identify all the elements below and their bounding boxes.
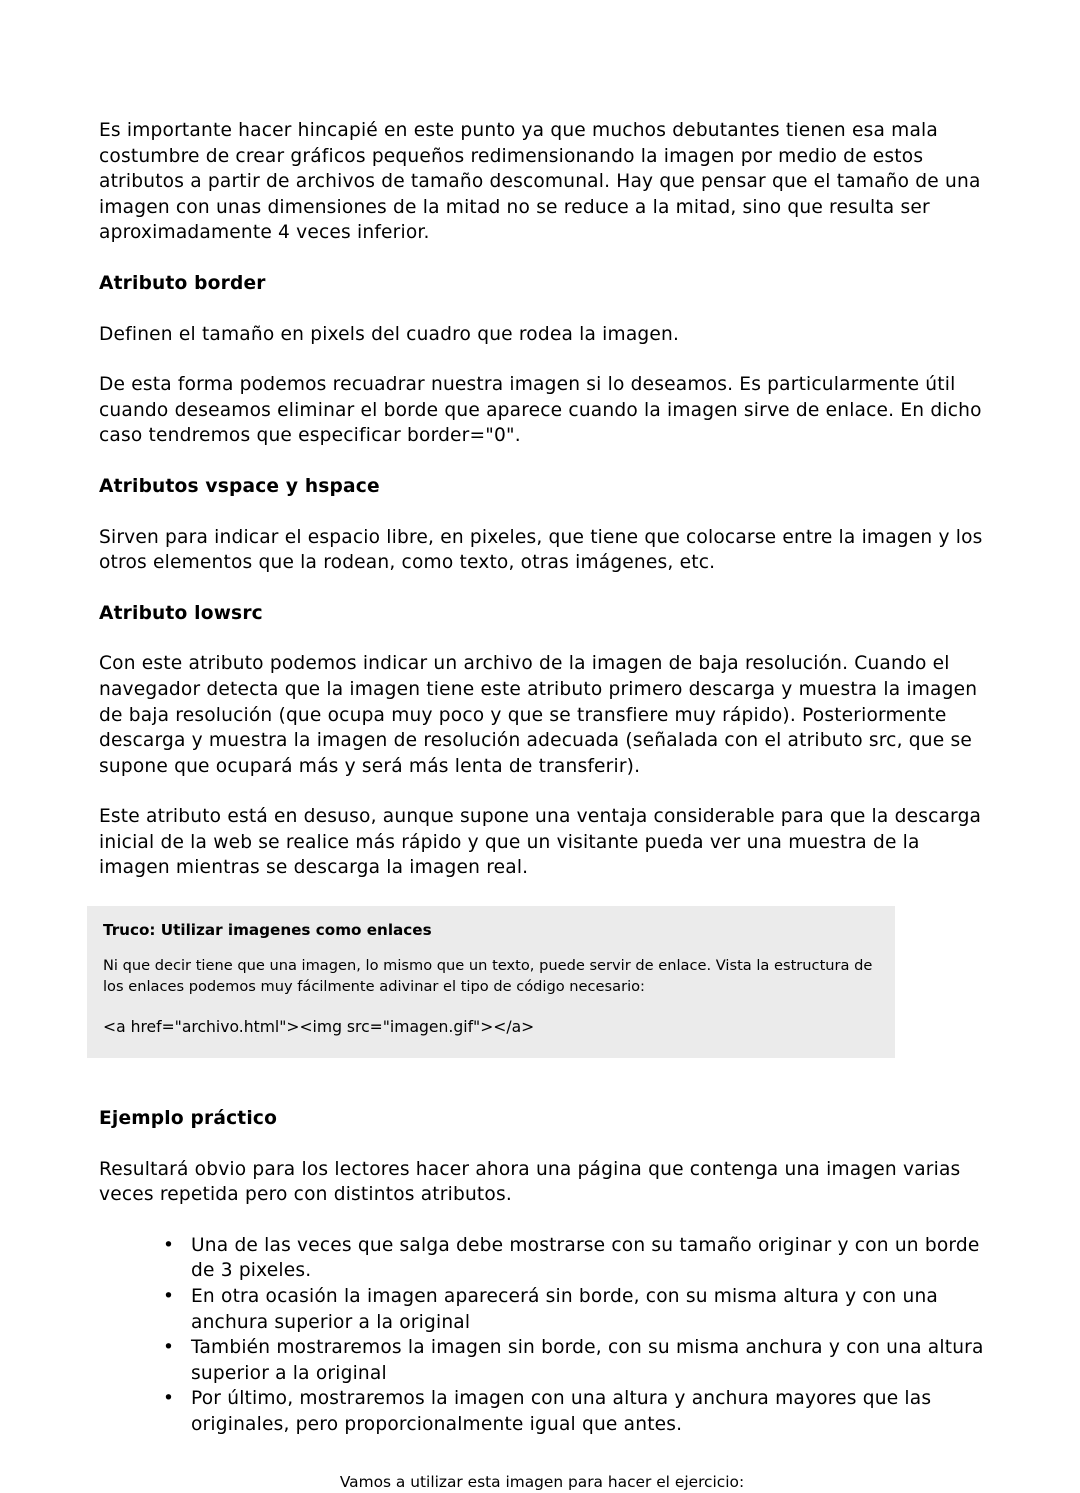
paragraph-example-intro: Resultará obvio para los lectores hacer ahora una página que contenga una imagen varias veces repetida pero con distintos atributos. bbox=[99, 1158, 961, 1206]
closing-note: Vamos a utilizar esta imagen para hacer el ejercicio: bbox=[339, 1472, 745, 1491]
trick-box-body: Ni que decir tiene que una imagen, lo mismo que un texto, puede servir de enlace. Vista la estructura de los enlaces podemos muy fácilmente adivinar el tipo de código necesario: bbox=[103, 957, 873, 995]
document-content bbox=[99, 118, 985, 1493]
heading-atributo-border: Atributo border bbox=[99, 272, 266, 294]
list-item-label: Por último, mostraremos la imagen con una altura y anchura mayores que las originales, pero proporcionalmente igual que antes. bbox=[191, 1388, 932, 1435]
trick-box-title: Truco: Utilizar imagenes como enlaces bbox=[103, 921, 432, 940]
bullet-icon: • bbox=[163, 1388, 175, 1410]
list-item bbox=[163, 1284, 985, 1335]
trick-callout-box bbox=[87, 906, 895, 1058]
list-item bbox=[163, 1233, 985, 1284]
list-item bbox=[163, 1386, 985, 1437]
heading-ejemplo-practico: Ejemplo práctico bbox=[99, 1108, 278, 1130]
example-section bbox=[99, 1106, 985, 1493]
bullet-icon: • bbox=[163, 1337, 175, 1359]
bullet-icon: • bbox=[163, 1286, 175, 1308]
list-item-label: También mostraremos la imagen sin borde, con su misma anchura y con una altura superior a la original bbox=[191, 1337, 984, 1384]
heading-atributos-vspace-hspace: Atributos vspace y hspace bbox=[99, 475, 380, 497]
paragraph-lowsrc-definition: Con este atributo podemos indicar un archivo de la imagen de baja resolución. Cuando el navegador detecta que la imagen tiene este atributo primero descarga y muestra la imagen de baja resolución (que ocupa muy poco y que se transfiere muy rápido). Posteriormente descarga y muestra la imagen de resolución adecuada (señalada con el atributo src, que se supone que ocupará más y será más lenta de transferir). bbox=[99, 653, 978, 777]
heading-atributo-lowsrc: Atributo lowsrc bbox=[99, 602, 263, 624]
list-item-label: En otra ocasión la imagen aparecerá sin borde, con su misma altura y con una anchura superior a la original bbox=[191, 1286, 938, 1333]
example-requirements-list bbox=[99, 1233, 985, 1438]
paragraph-lowsrc-deprecated: Este atributo está en desuso, aunque supone una ventaja considerable para que la descarga inicial de la web se realice más rápido y que un visitante pueda ver una muestra de la imagen mientras se descarga la imagen real. bbox=[99, 806, 982, 879]
paragraph-intro: Es importante hacer hincapié en este punto ya que muchos debutantes tienen esa mala costumbre de crear gráficos pequeños redimensionando la imagen por medio de estos atributos a partir de archivos de tamaño descomunal. Hay que pensar que el tamaño de una imagen con unas dimensiones de la mitad no se reduce a la mitad, sino que resulta ser aproximadamente 4 veces inferior. bbox=[99, 120, 981, 244]
list-item bbox=[163, 1335, 985, 1386]
paragraph-border-detail: De esta forma podemos recuadrar nuestra imagen si lo deseamos. Es particularmente útil cuando deseamos eliminar el borde que aparece cuando la imagen sirve de enlace. En dicho caso tendremos que especificar border="0". bbox=[99, 374, 982, 447]
bullet-icon: • bbox=[163, 1234, 175, 1256]
paragraph-border-definition: Definen el tamaño en pixels del cuadro que rodea la imagen. bbox=[99, 323, 680, 345]
trick-box-code-sample: <a href="archivo.html"><img src="imagen.gif"></a> bbox=[103, 1018, 535, 1037]
list-item-label: Una de las veces que salga debe mostrarse con su tamaño originar y con un borde de 3 pixeles. bbox=[191, 1234, 980, 1282]
paragraph-vspace-hspace-definition: Sirven para indicar el espacio libre, en pixeles, que tiene que colocarse entre la imagen y los otros elementos que la rodean, como texto, otras imágenes, etc. bbox=[99, 526, 983, 574]
